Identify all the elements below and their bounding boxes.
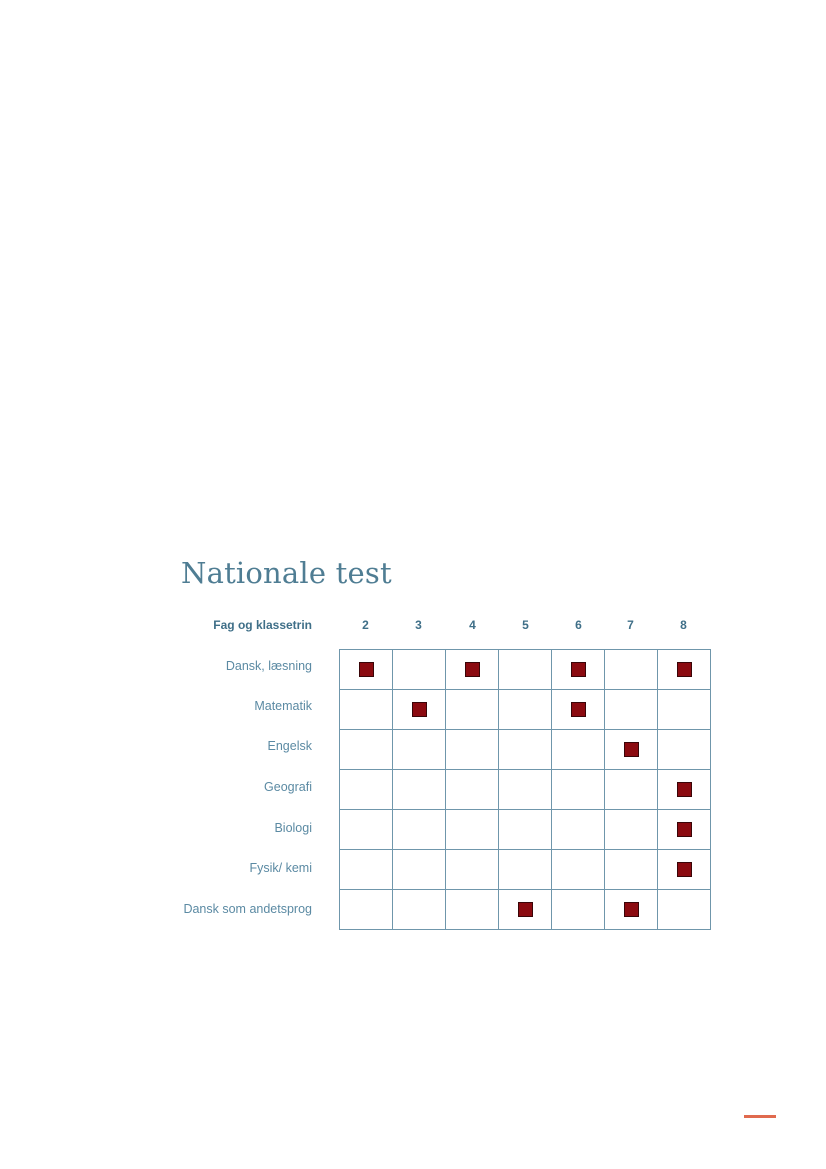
grid-cell-grade-3 bbox=[393, 810, 446, 850]
grid-cell-grade-3 bbox=[393, 850, 446, 890]
grid-cell-grade-8 bbox=[658, 730, 711, 770]
test-marker bbox=[677, 782, 692, 797]
grid-cell-grade-5 bbox=[499, 650, 552, 690]
table-row bbox=[340, 650, 711, 690]
grid-cell-grade-8 bbox=[658, 850, 711, 890]
grid-cell-grade-2 bbox=[340, 650, 393, 690]
grid-cell-grade-3 bbox=[393, 890, 446, 930]
grid-cell-grade-8 bbox=[658, 770, 711, 810]
test-marker bbox=[465, 662, 480, 677]
grid-cell-grade-3 bbox=[393, 770, 446, 810]
table-row bbox=[340, 770, 711, 810]
grid-cell-grade-7 bbox=[605, 730, 658, 770]
grid-cell-grade-7 bbox=[605, 690, 658, 730]
table-row bbox=[340, 810, 711, 850]
grid-cell-grade-4 bbox=[446, 850, 499, 890]
grid-cell-grade-5 bbox=[499, 810, 552, 850]
grid-cell-grade-4 bbox=[446, 810, 499, 850]
page-title: Nationale test bbox=[181, 556, 392, 590]
table-row bbox=[340, 890, 711, 930]
grid-cell-grade-5 bbox=[499, 850, 552, 890]
grid-cell-grade-3 bbox=[393, 730, 446, 770]
test-schedule-grid bbox=[339, 649, 711, 930]
grid-cell-grade-8 bbox=[658, 650, 711, 690]
grid-cell-grade-5 bbox=[499, 770, 552, 810]
grid-cell-grade-8 bbox=[658, 890, 711, 930]
grid-cell-grade-7 bbox=[605, 650, 658, 690]
grid-cell-grade-4 bbox=[446, 890, 499, 930]
grid-cell-grade-2 bbox=[340, 770, 393, 810]
grade-header-7: 7 bbox=[627, 618, 634, 632]
subject-label: Dansk, læsning bbox=[225, 659, 312, 673]
subject-label: Biologi bbox=[274, 821, 312, 835]
table-row bbox=[340, 730, 711, 770]
grade-header-3: 3 bbox=[415, 618, 422, 632]
grid-cell-grade-4 bbox=[446, 770, 499, 810]
grid-cell-grade-6 bbox=[552, 730, 605, 770]
grid-cell-grade-7 bbox=[605, 770, 658, 810]
grid-cell-grade-6 bbox=[552, 770, 605, 810]
grid-cell-grade-6 bbox=[552, 650, 605, 690]
grade-header-8: 8 bbox=[680, 618, 687, 632]
grid-cell-grade-3 bbox=[393, 690, 446, 730]
grid-cell-grade-2 bbox=[340, 850, 393, 890]
subject-label: Geografi bbox=[264, 780, 312, 794]
subject-label: Engelsk bbox=[267, 739, 312, 753]
grid-cell-grade-5 bbox=[499, 730, 552, 770]
grid-cell-grade-2 bbox=[340, 810, 393, 850]
test-marker bbox=[677, 822, 692, 837]
grid-cell-grade-4 bbox=[446, 650, 499, 690]
grid-cell-grade-6 bbox=[552, 850, 605, 890]
grid-cell-grade-2 bbox=[340, 730, 393, 770]
grade-header-4: 4 bbox=[469, 618, 476, 632]
grid-cell-grade-5 bbox=[499, 890, 552, 930]
test-marker bbox=[412, 702, 427, 717]
test-marker bbox=[677, 662, 692, 677]
grade-header-2: 2 bbox=[362, 618, 369, 632]
subject-label: Fysik/ kemi bbox=[249, 861, 312, 875]
grid-cell-grade-4 bbox=[446, 730, 499, 770]
grid-cell-grade-7 bbox=[605, 850, 658, 890]
table-row bbox=[340, 690, 711, 730]
test-marker bbox=[677, 862, 692, 877]
test-marker bbox=[359, 662, 374, 677]
grade-header-5: 5 bbox=[522, 618, 529, 632]
test-marker bbox=[571, 702, 586, 717]
test-marker bbox=[518, 902, 533, 917]
test-marker bbox=[624, 902, 639, 917]
test-marker bbox=[571, 662, 586, 677]
grid-cell-grade-6 bbox=[552, 690, 605, 730]
page-accent-bar bbox=[744, 1115, 776, 1118]
table-header-label: Fag og klassetrin bbox=[213, 618, 312, 632]
grid-cell-grade-8 bbox=[658, 690, 711, 730]
grid-cell-grade-6 bbox=[552, 890, 605, 930]
subject-label: Dansk som andetsprog bbox=[183, 902, 312, 916]
grid-cell-grade-6 bbox=[552, 810, 605, 850]
grid-cell-grade-5 bbox=[499, 690, 552, 730]
grid-body bbox=[340, 650, 711, 930]
table-row bbox=[340, 850, 711, 890]
grid-cell-grade-2 bbox=[340, 690, 393, 730]
grid-cell-grade-7 bbox=[605, 810, 658, 850]
subject-label: Matematik bbox=[254, 699, 312, 713]
grid-cell-grade-4 bbox=[446, 690, 499, 730]
grid-cell-grade-2 bbox=[340, 890, 393, 930]
grid-cell-grade-3 bbox=[393, 650, 446, 690]
test-marker bbox=[624, 742, 639, 757]
grade-header-6: 6 bbox=[575, 618, 582, 632]
grid-cell-grade-7 bbox=[605, 890, 658, 930]
grid-cell-grade-8 bbox=[658, 810, 711, 850]
